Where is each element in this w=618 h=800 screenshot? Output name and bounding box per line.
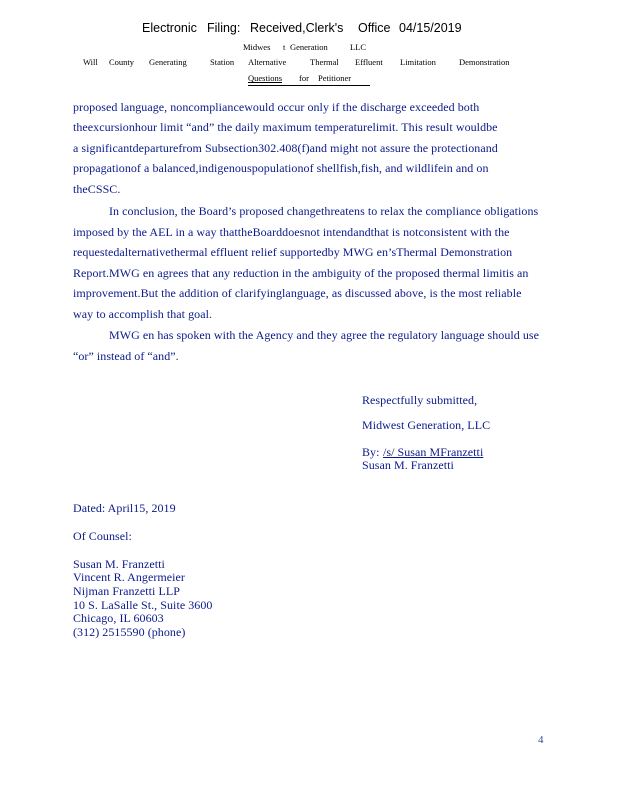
title-word: Questions xyxy=(248,73,282,83)
text-line: requestedalternativethermal effluent relief supportedby MWG en’sThermal Demonstration xyxy=(73,245,513,259)
text-line: improvement.But the addition of clarifyinglanguage, as discussed above, is the most reliable xyxy=(73,286,522,300)
text-line: “or” instead of “and”. xyxy=(73,349,179,363)
title-word: Station xyxy=(210,57,235,67)
text-line: proposed language, noncompliancewould occur only if the discharge exceeded both xyxy=(73,100,480,114)
dated-line: Dated: April15, 2019 xyxy=(73,501,176,515)
counsel-line: Susan M. Franzetti xyxy=(73,557,165,571)
title-word: LLC xyxy=(350,42,367,52)
text-line: In conclusion, the Board’s proposed changethreatens to relax the compliance obligations xyxy=(109,204,539,218)
filing-label-electronic: Electronic xyxy=(142,21,197,35)
counsel-line: (312) 2515590 (phone) xyxy=(73,625,186,639)
page-number: 4 xyxy=(538,734,544,746)
title-word: Midwes xyxy=(243,42,271,52)
title-word: Will xyxy=(83,57,98,67)
title-word: Demonstration xyxy=(459,57,510,67)
title-word: County xyxy=(109,57,135,67)
title-word: Limitation xyxy=(400,57,436,67)
title-word: Generating xyxy=(149,57,187,67)
text-line: propagationof a balanced,indigenouspopulationof shellfish,fish, and wildlifein and on xyxy=(73,161,489,175)
text-line: way to accomplish that goal. xyxy=(73,307,213,321)
signature-by-label: By: xyxy=(362,445,380,459)
filing-date: 04/15/2019 xyxy=(399,21,462,35)
title-underline xyxy=(248,85,370,86)
filing-label-filing: Filing: xyxy=(207,21,241,35)
closing: Respectfully submitted, xyxy=(362,393,478,407)
counsel-line: Vincent R. Angermeier xyxy=(73,570,185,584)
filing-label-office: Office xyxy=(358,21,391,35)
title-word: Generation xyxy=(290,42,328,52)
signature-line: /s/ Susan MFranzetti xyxy=(383,445,484,459)
counsel-line: Nijman Franzetti LLP xyxy=(73,584,180,598)
counsel-line: 10 S. LaSalle St., Suite 3600 xyxy=(73,598,213,612)
title-word: Alternative xyxy=(248,57,287,67)
title-word: t xyxy=(283,42,286,52)
text-line: imposed by the AEL in a way thattheBoarddoesnot intendandthat is notconsistent with the xyxy=(73,225,510,239)
title-word: Petitioner xyxy=(318,73,352,83)
text-line: Report.MWG en agrees that any reduction in the ambiguity of the proposed thermal limitis an xyxy=(73,266,529,280)
counsel-line: Chicago, IL 60603 xyxy=(73,611,164,625)
title-word: Effluent xyxy=(355,57,383,67)
filing-label-received: Received,Clerk's xyxy=(250,21,344,35)
text-line: theexcursionhour limit “and” the daily maximum temperaturelimit. This result wouldbe xyxy=(73,120,498,134)
title-word: Thermal xyxy=(310,57,339,67)
text-line: theCSSC. xyxy=(73,182,121,196)
signature-name: Susan M. Franzetti xyxy=(362,458,454,472)
counsel-label: Of Counsel: xyxy=(73,529,132,543)
text-line: MWG en has spoken with the Agency and they agree the regulatory language should use xyxy=(109,328,540,342)
text-line: a significantdeparturefrom Subsection302.408(f)and might not assure the protectionand xyxy=(73,141,498,155)
title-word: for xyxy=(299,73,309,83)
signature-company: Midwest Generation, LLC xyxy=(362,418,491,432)
